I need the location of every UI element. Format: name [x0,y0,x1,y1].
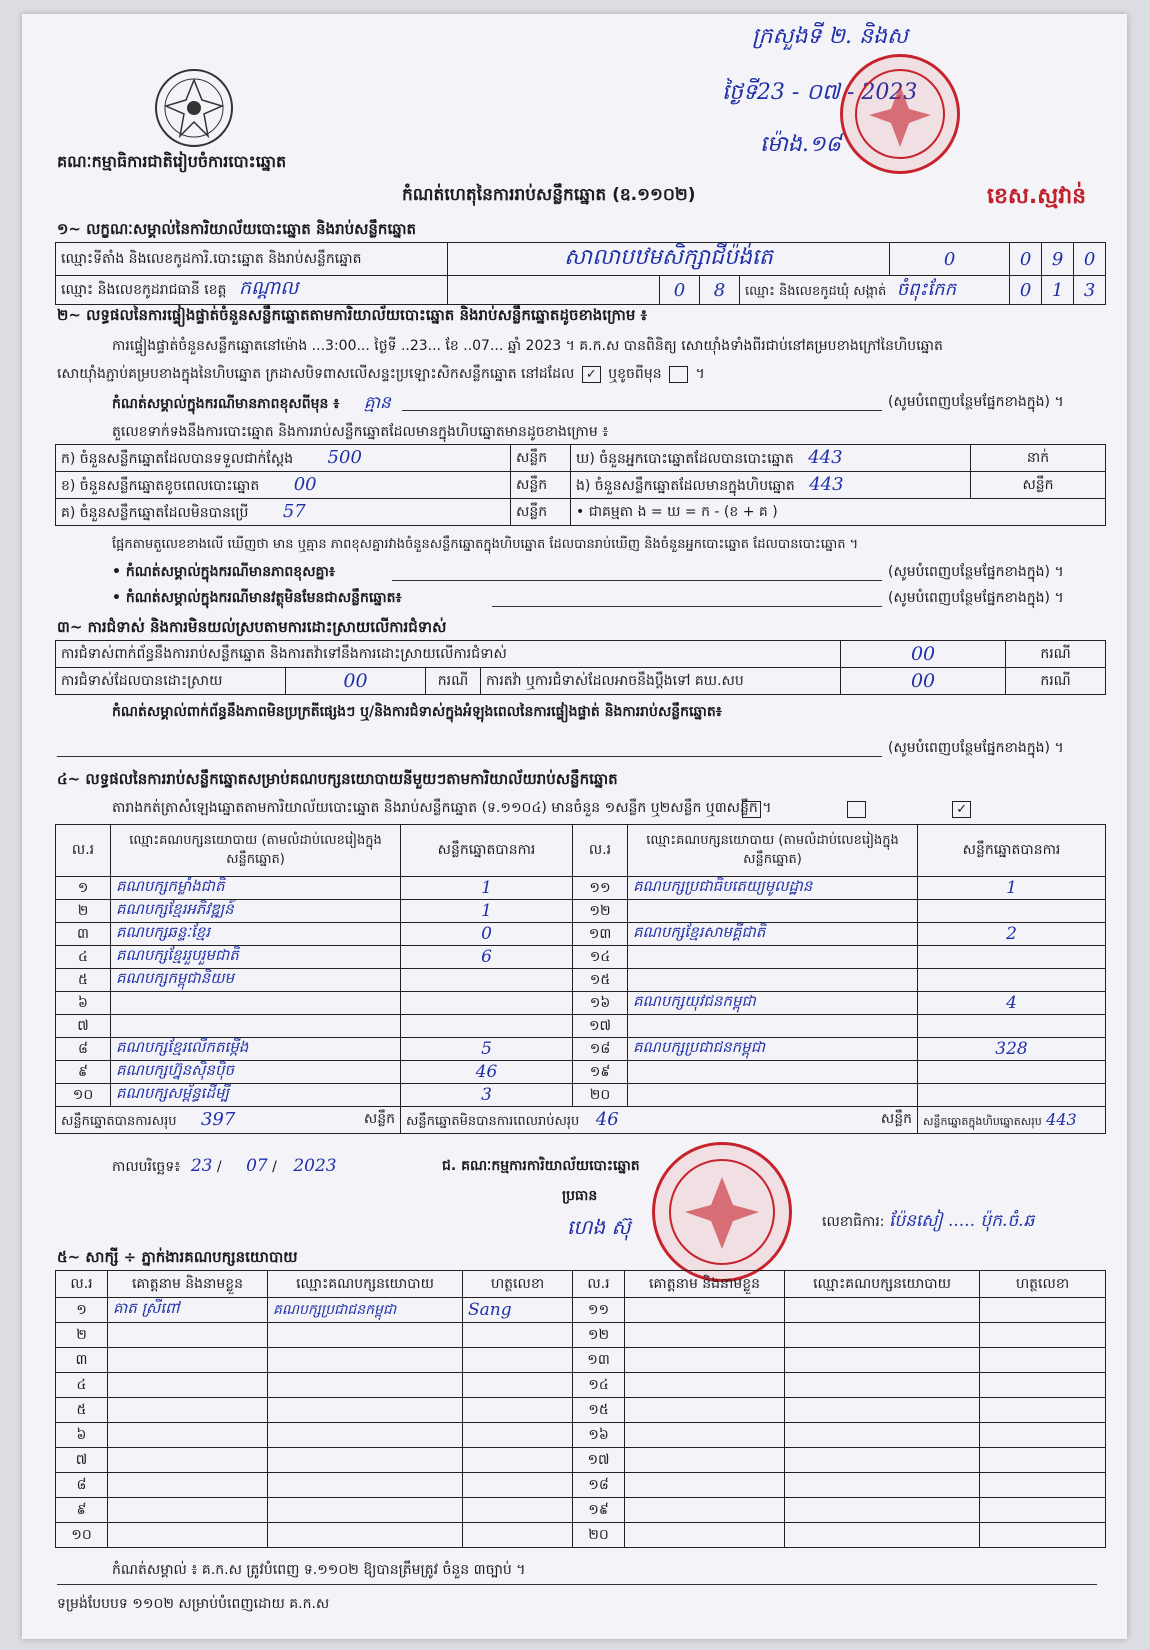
witness-no-right: ១១ [573,1298,625,1323]
total-valid-label: សន្លឹកឆ្នោតបានការសរុប [61,1113,177,1129]
witness-party-left [268,1473,463,1498]
stamp-emblem-icon [843,57,957,171]
witness-row [56,1498,1106,1523]
date-line: កាលបរិច្ឆេទ៖ 23 / 07 / 2023 [112,1156,337,1176]
result-no-right: ១៩ [573,1061,628,1084]
section3-note: កំណត់សម្គាល់ពាក់ព័ន្ធនឹងភាពមិនប្រក្រតីផ្សេងៗ ឬ/និងការជំទាស់ក្នុងអំឡុងពេលនៃការផ្ទៀងផ្ទាត់ និងការរាប់សន្លឹកឆ្នោត៖ [112,704,722,720]
row-e-label [571,472,971,499]
witness-row [56,1473,1106,1498]
witness-party-right [785,1323,980,1348]
chair-signature: ហេង ស៊ុ [567,1215,631,1239]
bullet1-line [392,580,882,581]
total-valid-unit: សន្លឹក [363,1110,395,1127]
witness-name-right [625,1448,785,1473]
witness-sign-left [463,1523,573,1548]
witness-party-left [268,1398,463,1423]
damaged-checkbox[interactable] [669,366,688,383]
witness-col-sign-left: ហត្ថលេខា [463,1271,573,1298]
witness-party-left [268,1373,463,1398]
secretary-line [822,1210,1034,1235]
commune-code-0: 0 [1010,276,1042,305]
witness-row [56,1398,1106,1423]
witness-row [56,1323,1106,1348]
row-a-unit: សន្លឹក [511,445,571,472]
station-label: ឈ្មោះទីតាំង និងលេខកូដការិ.បោះឆ្នោត និងរាប់សន្លឹកឆ្នោត [56,243,448,276]
witness-party-right [785,1473,980,1498]
witness-no-right: ១២ [573,1323,625,1348]
result-votes-right: 2 [918,923,1106,946]
row-d-text: ឃ) ចំនួនអ្នកបោះឆ្នោតដែលបានបោះឆ្នោត [576,450,794,467]
commune-label: ឈ្មោះ និងលេខកូដឃុំ សង្កាត់ [745,283,887,299]
total-valid-value: 397 [200,1108,236,1130]
witness-party-left [268,1348,463,1373]
result-party-left: គណបក្សឆន្ទៈខ្មែរ [111,923,401,946]
row-d-label [571,445,971,472]
check-line: ផ្អែកតាមតួលេខខាងលើ ឃើញថា មាន ឬគ្មាន ភាពខុសគ្នារវាងចំនួនសន្លឹកឆ្នោតក្នុងហិបឆ្នោត ដែលបានរាប់ឃើញ និងចំនួនអ្នកបោះឆ្នោត ដែលបានបោះឆ្នោត ។ [112,537,859,552]
result-votes-right: 4 [918,992,1106,1015]
result-party-left: គណបក្សខ្មែរអភិវឌ្ឍន៍ [111,900,401,923]
result-no-right: ២០ [573,1084,628,1107]
witness-sign-left [463,1373,573,1398]
province-cell [56,276,448,305]
witness-no-left: ៩ [56,1498,108,1523]
witness-sign-right [980,1448,1106,1473]
section2-note-suffix: (សូមបំពេញបន្ថែមផ្នែកខាងក្នុង) ។ [888,394,1064,410]
section5-note: កំណត់សម្គាល់ ៖ គ.ក.ស ត្រូវបំពេញ ទ.១១០២ ឱ្យបានត្រឹមត្រូវ ចំនួន ៣ច្បាប់ ។ [112,1562,526,1578]
row-c-label [56,499,511,526]
result-votes-left [401,969,573,992]
witness-no-left: ២ [56,1323,108,1348]
witness-name-left: គាត ស្រីពៅ [108,1298,268,1323]
witness-party-right [785,1398,980,1423]
result-party-left: គណបក្សហ្វ៊ុនស៊ិនប៉ិច [111,1061,401,1084]
date-month: 07 [246,1156,268,1176]
row-b-unit: សន្លឹក [511,472,571,499]
result-no-left: ៥ [56,969,111,992]
province-value: កណ្តាល [238,277,299,299]
witness-sign-left: Sang [463,1298,573,1323]
witness-name-right [625,1298,785,1323]
witness-row [56,1423,1106,1448]
footer-rule [57,1584,1097,1585]
witness-party-right [785,1523,980,1548]
result-row [56,923,1106,946]
commune-code-1: 1 [1042,276,1074,305]
section3-fill-note: (សូមបំពេញបន្ថែមផ្នែកខាងក្នុង) ។ [888,740,1064,756]
result-party-right: គណបក្សប្រជាធិបតេយ្យមូលដ្ឋាន [628,877,918,900]
witness-no-right: ១៨ [573,1473,625,1498]
result-no-right: ១៣ [573,923,628,946]
result-votes-left: 5 [401,1038,573,1061]
result-party-right [628,946,918,969]
row-a-label [56,445,511,472]
witness-no-right: ១៩ [573,1498,625,1523]
witness-no-left: ៦ [56,1423,108,1448]
station-value: សាលាបឋមសិក្សាជីប៉ង់តេ [448,243,890,276]
result-no-right: ១២ [573,900,628,923]
result-votes-left: 1 [401,877,573,900]
result-votes-left [401,992,573,1015]
witness-no-left: ១ [56,1298,108,1323]
result-row [56,992,1106,1015]
witness-row [56,1298,1106,1323]
result-row [56,1015,1106,1038]
witness-no-right: ២០ [573,1523,625,1548]
result-votes-left: 46 [401,1061,573,1084]
section2-line2-text: សោយ៉ាំងភ្ជាប់គម្របខាងក្នុងនៃហិបឆ្នោត ក្រដាសបិទពាសលើសន្ទះប្រឡោះសិកសន្លឹកឆ្នោត នៅដដែល [57,366,575,382]
witness-col-no-right: ល.រ [573,1271,625,1298]
unchanged-checkbox[interactable]: ✓ [582,366,601,383]
result-party-right [628,1015,918,1038]
results-col-no-right: ល.រ [573,825,628,877]
witness-no-left: ១០ [56,1523,108,1548]
form-title: កំណត់ហេតុនៃការរាប់សន្លឹកឆ្នោត (ឧ.១១០២) [402,185,696,205]
result-party-right [628,1061,918,1084]
section4-intro-text: តារាងកត់ត្រាសំឡេងឆ្នោតតាមការិយាល័យបោះឆ្នោត និងរាប់សន្លឹកឆ្នោត (ទ.១១០៤) មានចំនួន ១សន្លឹក ឬ២សន្លឹក ឬ៣សន្លឹក ។ [112,800,772,816]
result-no-left: ៩ [56,1061,111,1084]
witness-no-left: ៨ [56,1473,108,1498]
section3-title: ៣~ ការជំទាស់ និងការមិនយល់ស្របតាមការដោះស្រាយលើការជំទាស់ [57,618,447,636]
bullet-foreign-object: • កំណត់សម្គាល់ក្នុងករណីមានវត្ថុមិនមែនជាសន្លឹកឆ្នោត៖ [112,590,402,606]
result-votes-left: 3 [401,1084,573,1107]
station-code-1: 0 [1010,243,1042,276]
bullet2-line [492,606,882,607]
bullet-difference: • កំណត់សម្គាល់ក្នុងករណីមានភាពខុសគ្នា៖ [112,564,336,580]
result-no-right: ១១ [573,877,628,900]
result-party-left: គណបក្សសម្ព័ន្ធដើម្បី [111,1084,401,1107]
result-votes-right [918,1061,1106,1084]
witness-sign-right [980,1398,1106,1423]
section2-line1: ការផ្ទៀងផ្ទាត់ចំនួនសន្លឹកឆ្នោតនៅម៉ោង ...3:00... ថ្ងៃទី ..23... ខែ ..07... ឆ្នាំ 2023 ។ គ.ក.ស បានពិនិត្យ សោយ៉ាំងទាំងពីរជាប់នៅគម្របខាងក្រៅនៃហិបឆ្នោត [112,338,943,354]
witness-col-party-left: ឈ្មោះគណបក្សនយោបាយ [268,1271,463,1298]
witness-party-left [268,1423,463,1448]
result-party-left: គណបក្សខ្មែរលើកតម្កើង [111,1038,401,1061]
results-col-no-left: ល.រ [56,825,111,877]
witness-name-right [625,1423,785,1448]
result-party-left: គណបក្សកម្ពុជានិយម [111,969,401,992]
section4-title: ៤~ លទ្ធផលនៃការរាប់សន្លឹកឆ្នោតសម្រាប់គណបក្សនយោបាយនីមួយៗតាមការិយាល័យរាប់សន្លឹកឆ្នោត [57,770,618,788]
witness-sign-right [980,1473,1106,1498]
complaint-row2-unit: ករណី [426,668,481,695]
bullet2-fill-note: (សូមបំពេញបន្ថែមផ្នែកខាងក្នុង) ។ [888,590,1064,606]
result-no-right: ១៧ [573,1015,628,1038]
footer-form-note: ទម្រង់បែបបទ ១១០២ សម្រាប់បំពេញដោយ គ.ក.ស [57,1596,330,1612]
received-note-1: ក្រសួងទី ២. និងស [752,24,908,49]
witness-no-left: ៥ [56,1398,108,1423]
complaint-row2b-unit: ករណី [1006,668,1106,695]
total-box-label: សន្លឹកឆ្នោតក្នុងហិបឆ្នោតសរុប [923,1114,1042,1128]
station-table [55,242,1106,305]
witness-no-right: ១៥ [573,1398,625,1423]
commune-value: ចំពុះកែក [896,278,957,300]
witness-sign-left [463,1423,573,1448]
bullet1-fill-note: (សូមបំពេញបន្ថែមផ្នែកខាងក្នុង) ។ [888,564,1064,580]
section1-title: ១~ លក្ខណៈសម្គាល់នៃការិយាល័យបោះឆ្នោត និងរាប់សន្លឹកឆ្នោត [57,220,417,238]
result-no-left: ៤ [56,946,111,969]
result-row [56,900,1106,923]
witness-row [56,1373,1106,1398]
row-c-unit: សន្លឹក [511,499,571,526]
results-col-votes-left: សន្លឹកឆ្នោតបានការ [401,825,573,877]
received-note-2: ថ្ងៃទី23 - ០៧ - 2023 [722,80,918,105]
witness-party-right [785,1423,980,1448]
witness-sign-left [463,1473,573,1498]
section2-note-value: គ្មាន [363,393,391,413]
official-stamp-bottom [652,1142,792,1282]
official-stamp-top [840,54,960,174]
witness-no-left: ៣ [56,1348,108,1373]
section2-note-label: កំណត់សម្គាល់ក្នុងករណីមានភាពខុសពីមុន ៖ [112,396,340,412]
result-votes-right: 328 [918,1038,1106,1061]
witness-name-right [625,1373,785,1398]
witness-sign-left [463,1348,573,1373]
witness-party-right [785,1448,980,1473]
result-party-left [111,992,401,1015]
witness-party-right [785,1348,980,1373]
result-no-left: ៣ [56,923,111,946]
result-party-left: គណបក្សកម្លាំងជាតិ [111,877,401,900]
witness-no-right: ១៧ [573,1448,625,1473]
result-party-right: គណបក្សយុវជនកម្ពុជា [628,992,918,1015]
complaint-row2b-value: 00 [841,668,1006,695]
result-no-right: ១៥ [573,969,628,992]
result-party-right [628,969,918,992]
province-code-1: 8 [700,276,740,305]
witness-party-right [785,1373,980,1398]
result-no-left: ៨ [56,1038,111,1061]
chair-label: ប្រធាន [562,1188,598,1204]
witness-col-party-right: ឈ្មោះគណបក្សនយោបាយ [785,1271,980,1298]
witness-name-left [108,1398,268,1423]
received-note-3: ម៉ោង.១៨ [760,132,842,157]
total-invalid-value: 46 [595,1108,619,1130]
row-b-value: 00 [293,473,317,495]
results-col-party-left: ឈ្មោះគណបក្សនយោបាយ (តាមលំដាប់លេខរៀងក្នុងសន្លឹកឆ្នោត) [111,825,401,877]
row-c-value: 57 [282,500,306,522]
row-c-text: គ) ចំនួនសន្លឹកឆ្នោតដែលមិនបានប្រើ [61,504,249,521]
row-b-text: ខ) ចំនួនសន្លឹកឆ្នោតខូចពេលបោះឆ្នោត [61,477,260,494]
total-invalid-label: សន្លឹកឆ្នោតមិនបានការពេលរាប់សរុប [406,1113,580,1129]
row-a-text: ក) ចំនួនសន្លឹកឆ្នោតដែលបានទទួលជាក់ស្តែង [61,450,294,467]
witness-party-left [268,1448,463,1473]
complaint-row1-label: ការជំទាស់ពាក់ព័ន្ធនឹងការរាប់សន្លឹកឆ្នោត និងការតវ៉ាទៅនឹងការដោះស្រាយលើការជំទាស់ [56,641,841,668]
result-row [56,877,1106,900]
witness-name-left [108,1448,268,1473]
formula-note: • ជាគម្មតា ង = ឃ = ក - (ខ + គ ) [571,499,1106,526]
row-e-unit: សន្លឹក [971,472,1106,499]
result-no-left: ២ [56,900,111,923]
complaint-row2-value: 00 [286,668,426,695]
commune-cell [740,276,1010,305]
witness-sign-right [980,1373,1106,1398]
witness-no-right: ១៣ [573,1348,625,1373]
org-name: គណៈកម្មាធិការជាតិរៀបចំការបោះឆ្នោត [57,152,287,171]
witness-name-right [625,1323,785,1348]
witness-name-left [108,1523,268,1548]
section3-note-line [57,756,882,757]
witness-no-right: ១៦ [573,1423,625,1448]
province-code-0: 0 [660,276,700,305]
result-row [56,1038,1106,1061]
row-a-value: 500 [327,446,362,468]
province-label: ឈ្មោះ និងលេខកូដរាជធានី ខេត្ត [61,282,227,298]
witness-sign-right [980,1423,1106,1448]
row-e-text: ង) ចំនួនសន្លឹកឆ្នោតដែលមានក្នុងហិបឆ្នោត [576,477,795,494]
witness-sign-left [463,1448,573,1473]
witness-sign-right [980,1298,1106,1323]
witness-name-right [625,1523,785,1548]
total-box-value: 443 [1046,1109,1077,1129]
commune-code-2: 3 [1074,276,1106,305]
witness-sign-left [463,1398,573,1423]
results-table [55,824,1106,1134]
three-sheets-checkbox[interactable]: ✓ [952,801,971,818]
results-col-votes-right: សន្លឹកឆ្នោតបានការ [918,825,1106,877]
result-votes-left: 1 [401,900,573,923]
witness-name-right [625,1473,785,1498]
complaint-row2b-label: ការតវ៉ា ឬការជំទាស់ដែលអាចនឹងប្តឹងទៅ គឃ.សប [481,668,841,695]
witness-name-left [108,1373,268,1398]
witness-name-right [625,1398,785,1423]
row-d-unit: នាក់ [971,445,1106,472]
row-e-value: 443 [809,473,844,495]
witness-name-left [108,1498,268,1523]
witness-no-left: ៤ [56,1373,108,1398]
result-no-left: ៧ [56,1015,111,1038]
ballot-count-table [55,444,1106,526]
section2-intro: តួលេខទាក់ទងនឹងការបោះឆ្នោត និងការរាប់សន្លឹកឆ្នោតដែលមានក្នុងហិបឆ្នោតមានដូចខាងក្រោម ៖ [112,424,609,440]
section5-title: ៥~ សាក្សី ÷ ភ្នាក់ងារគណបក្សនយោបាយ [57,1248,298,1266]
result-votes-right [918,969,1106,992]
complaints-table [55,640,1106,695]
section2-title: ២~ លទ្ធផលនៃការផ្ទៀងផ្ទាត់ចំនួនសន្លឹកឆ្នោតតាមការិយាល័យបោះឆ្នោត និងរាប់សន្លឹកឆ្នោតដូចខាងក្រោម ៖ [57,306,648,324]
witness-row [56,1448,1106,1473]
total-invalid-cell [401,1107,918,1134]
total-invalid-unit: សន្លឹក [880,1110,912,1127]
result-no-left: ១ [56,877,111,900]
witness-body [56,1298,1106,1548]
result-party-left [111,1015,401,1038]
row-b-label [56,472,511,499]
witness-party-left [268,1523,463,1548]
committee-label: ជ. គណៈកម្មការការិយាល័យបោះឆ្នោត [442,1158,640,1174]
result-party-right [628,1084,918,1107]
total-valid-cell [56,1107,401,1134]
witness-party-right [785,1298,980,1323]
witness-party-left [268,1323,463,1348]
result-no-right: ១៦ [573,992,628,1015]
result-no-right: ១៤ [573,946,628,969]
witness-sign-right [980,1498,1106,1523]
result-row [56,946,1106,969]
result-row [56,1061,1106,1084]
witness-col-name-left: គោត្តនាម និងនាមខ្លួន [108,1271,268,1298]
result-votes-right [918,900,1106,923]
witness-name-left [108,1423,268,1448]
witness-sign-right [980,1323,1106,1348]
result-no-right: ១៨ [573,1038,628,1061]
witness-name-right [625,1498,785,1523]
witness-row [56,1523,1106,1548]
result-party-right [628,900,918,923]
result-votes-right [918,1015,1106,1038]
date-day: 23 [190,1156,213,1176]
witness-name-left [108,1473,268,1498]
total-box-cell [918,1107,1106,1134]
row-d-value: 443 [808,446,843,468]
station-code-2: 9 [1042,243,1074,276]
witness-row [56,1348,1106,1373]
date-label: កាលបរិច្ឆេទ៖ [112,1159,181,1175]
sheet-count-checkboxes [742,799,974,818]
witness-col-name-right: គោត្តនាម និងនាមខ្លួន [625,1271,785,1298]
witness-no-left: ៧ [56,1448,108,1473]
secretary-signature: ប៉ែនសៀ ..... ប៉ុក.ចំ.ឆ [888,1211,1035,1231]
section2-line2: សោយ៉ាំងភ្ជាប់គម្របខាងក្នុងនៃហិបឆ្នោត ក្រដាសបិទពាសលើសន្ទះប្រឡោះសិកសន្លឹកឆ្នោត នៅដដែល ✓ ឬខូចពីមុន ។ [57,366,705,382]
witness-col-no-left: ល.រ [56,1271,108,1298]
complaint-row1-unit: ករណី [1006,641,1106,668]
note-line [402,410,882,411]
witness-sign-right [980,1523,1106,1548]
result-row [56,1084,1106,1107]
result-no-left: ១០ [56,1084,111,1107]
complaint-row2-label: ការជំទាស់ដែលបានដោះស្រាយ [56,668,286,695]
stamp-emblem-icon [655,1145,789,1279]
result-votes-left [401,1015,573,1038]
station-code-3: 0 [1074,243,1106,276]
witness-sign-left [463,1498,573,1523]
result-no-left: ៦ [56,992,111,1015]
section2-line2b-text: ឬខូចពីមុន [608,366,662,382]
result-votes-left: 0 [401,923,573,946]
form-sheet [22,14,1127,1639]
witness-sign-right [980,1348,1106,1373]
witness-party-left: គណបក្សប្រជាជនកម្ពុជា [268,1298,463,1323]
results-col-party-right: ឈ្មោះគណបក្សនយោបាយ (តាមលំដាប់លេខរៀងក្នុងសន្លឹកឆ្នោត) [628,825,918,877]
result-row [56,969,1106,992]
two-sheets-checkbox[interactable] [847,801,866,818]
witness-no-right: ១៤ [573,1373,625,1398]
date-year: 2023 [293,1156,337,1176]
witness-table [55,1270,1106,1548]
station-code-0: 0 [890,243,1010,276]
result-party-right: គណបក្សខ្មែរសាមគ្គីជាតិ [628,923,918,946]
witness-party-left [268,1498,463,1523]
section4-intro [112,798,771,819]
complaint-row1-value: 00 [841,641,1006,668]
witness-name-left [108,1323,268,1348]
result-votes-right [918,1084,1106,1107]
results-body [56,877,1106,1107]
section2-note [112,392,391,417]
witness-party-right [785,1498,980,1523]
stamp-label: ខេស.ស្មវាន់ [987,184,1087,209]
one-sheet-checkbox[interactable] [742,801,761,818]
result-votes-right [918,946,1106,969]
witness-col-sign-right: ហត្ថលេខា [980,1271,1106,1298]
result-votes-right: 1 [918,877,1106,900]
witness-name-left [108,1348,268,1373]
witness-sign-left [463,1323,573,1348]
result-votes-left: 6 [401,946,573,969]
result-party-left: គណបក្សខ្មែររួបរួមជាតិ [111,946,401,969]
witness-name-right [625,1348,785,1373]
secretary-label: លេខាធិការ: [822,1214,885,1230]
emblem-logo [152,66,236,150]
result-party-right: គណបក្សប្រជាជនកម្ពុជា [628,1038,918,1061]
